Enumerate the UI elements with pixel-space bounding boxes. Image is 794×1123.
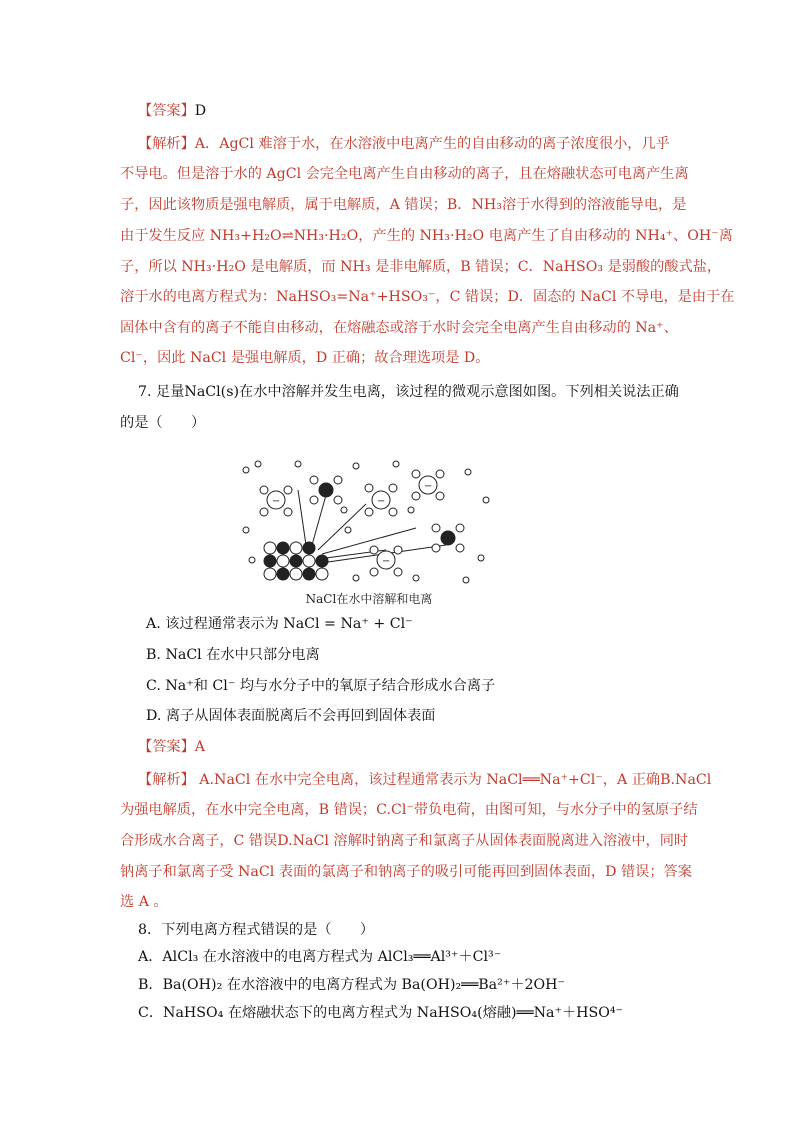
hydrated-ion [432,524,464,552]
q7-analysis-line: 选 A 。 [120,894,168,910]
svg-text:−: − [272,496,281,507]
q6-analysis-line: 子，所以 NH₃·H₂O 是电解质，而 NH₃ 是非电解质，B 错误；C．NaHSO₃ 是弱酸的酸式盐， [120,259,722,275]
q8-option-b: B．Ba(OH)₂ 在水溶液中的电离方程式为 Ba(OH)₂══Ba²⁺＋2OH⁻ [138,977,566,993]
nacl-dissolution-diagram [236,450,502,610]
analysis-text: A.NaCl 在水中完全电离，该过程通常表示为 NaCl══Na⁺+Cl⁻，A 正确B.NaCl [194,772,712,788]
answer-value: A [194,739,206,755]
q7-analysis-line: 合形成水合离子，C 错误D.NaCl 溶解时钠离子和氯离子从固体表面脱离进入溶液中，同时 [120,833,689,849]
svg-text:−: − [424,481,433,492]
q7-option-a: A. 该过程通常表示为 NaCl = Na⁺ + Cl⁻ [146,616,413,632]
svg-text:−: − [377,496,386,507]
q6-analysis-line [138,134,670,154]
q6-analysis-line: 子，因此该物质是强电解质，属于电解质，A 错误；B．NH₃溶于水得到的溶液能导电，是 [120,197,687,213]
analysis-tag: 【解析】 [138,772,195,788]
q7-answer [138,737,205,757]
q7-option-c: C. Na⁺和 Cl⁻ 均与水分子中的氧原子结合形成水合离子 [146,678,496,694]
svg-text:−: − [382,556,391,567]
q7-option-d: D. 离子从固体表面脱离后不会再回到固体表面 [146,708,436,724]
q6-answer [138,101,206,121]
q6-analysis-line: 溶于水的电离方程式为：NaHSO₃=Na⁺+HSO₃⁻，C 错误；D．固态的 NaCl 不导电，是由于在 [120,289,735,305]
analysis-tag: 【解析】 [138,136,195,152]
q6-analysis-line: 固体中含有的离子不能自由移动，在熔融态或溶于水时会完全电离产生自由移动的 Na⁺、 [120,320,678,336]
q8-option-a: A．AlCl₃ 在水溶液中的电离方程式为 AlCl₃══Al³⁺＋Cl³⁻ [138,949,502,965]
q7-option-b: B. NaCl 在水中只部分电离 [146,647,320,663]
q7-analysis-line: 为强电解质，在水中完全电离，B 错误；C.Cl⁻带负电荷，由图可知，与水分子中的氢原子结 [120,802,698,818]
answer-value: D [194,103,207,119]
q6-analysis-line: 不导电。但是溶于水的 AgCl 会完全电离产生自由移动的离子，且在熔融状态可电离产生离 [120,166,689,182]
molecule-illustration [236,450,502,590]
q6-analysis-line: 由于发生反应 NH₃+H₂O⇌NH₃·H₂O，产生的 NH₃·H₂O 电离产生了自由移动的 NH₄⁺、OH⁻离 [120,228,733,244]
q7-analysis-line: 钠离子和氯离子受 NaCl 表面的氯离子和钠离子的吸引可能再回到固体表面，D 错误；答案 [120,864,692,880]
hydrated-ion [412,470,444,500]
hydrated-ion [370,546,402,576]
q8-stem: 8．下列电离方程式错误的是（ ） [138,922,375,938]
answer-tag: 【答案】 [138,739,195,755]
q8-option-c: C．NaHSO₄ 在熔融状态下的电离方程式为 NaHSO₄(熔融)══Na⁺＋HSO⁴⁻ [138,1005,624,1021]
q7-analysis-line [138,770,711,790]
q7-stem: 的是（ ） [120,415,206,431]
hydrated-ion [365,484,397,516]
hydrated-ion [310,476,342,504]
answer-tag: 【答案】 [138,103,195,119]
hydrated-ion [260,486,292,516]
q7-stem: 7. 足量NaCl(s)在水中溶解并发生电离，该过程的微观示意图如图。下列相关说法正确 [138,384,679,400]
nacl-crystal-lattice [264,542,328,580]
figure-caption: NaCl在水中溶解和电离 [305,592,433,606]
analysis-text: A．AgCl 难溶于水，在水溶液中电离产生的自由移动的离子浓度很小，几乎 [194,136,670,152]
q6-analysis-line: Cl⁻，因此 NaCl 是强电解质，D 正确；故合理选项是 D。 [120,350,490,366]
